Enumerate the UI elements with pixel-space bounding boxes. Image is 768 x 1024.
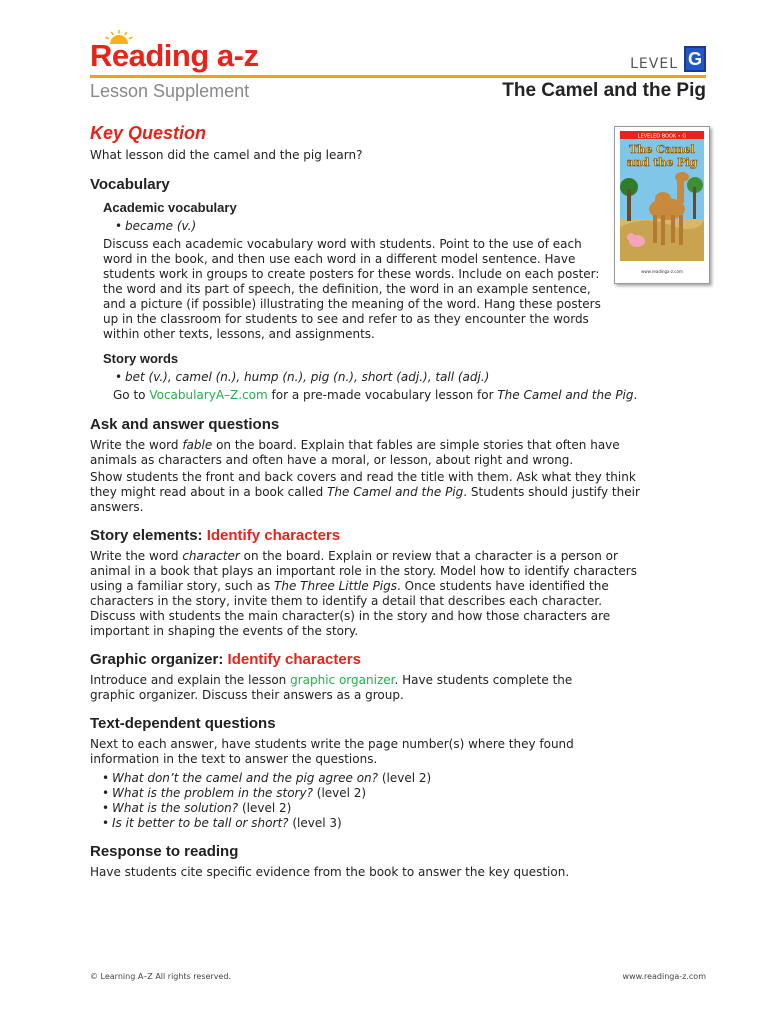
academic-vocabulary-heading: Academic vocabulary <box>103 200 237 215</box>
text-dependent-heading: Text-dependent questions <box>90 715 276 732</box>
lesson-content <box>90 122 650 880</box>
text-dependent-intro: Next to each answer, have students write the page number(s) where they found information in the text to answer the questions. <box>90 737 574 766</box>
lesson-supplement-label: Lesson Supplement <box>90 81 250 101</box>
response-text: Have students cite specific evidence from the book to answer the key question. <box>90 865 570 879</box>
academic-vocabulary-text: Discuss each academic vocabulary word with students. Point to the use of each word in the book, and then use each word in a different model sentence. Have students work in groups to create posters for these words. Include on each poster: the word and its part of speech, the definition, the word in an example sentence, and a picture (if possible) illustrating the meaning of the word. Hang these posters up in the classroom for students to see and refer to as they encounter the words within other texts, lessons, and assignments. <box>103 237 601 341</box>
graphic-organizer-paragraph: Introduce and explain the lesson graphic organizer. Have students complete the graphic organizer. Discuss their answers as a group. <box>90 673 573 702</box>
cover-title-line1: The Camel <box>629 143 695 156</box>
story-words-list: • bet (v.), camel (n.), hump (n.), pig (n.), short (adj.), tall (adj.) <box>103 370 650 385</box>
logo-text: Reading a-z <box>90 38 259 73</box>
vocabulary-az-link[interactable]: VocabularyA–Z.com <box>149 388 268 402</box>
story-elements-paragraph: Write the word character on the board. Explain or review that a character is a person or animal in a book that plays an important role in the story. Model how to identify characters using a familiar story, such as The Three Little Pigs. Once students have identified the characters in the story, invite them to identify a detail that describes each character. Discuss with students the main character(s) in the story and how those characters are important in shaping the events of the story. <box>90 549 637 638</box>
story-words-heading: Story words <box>103 351 179 366</box>
graphic-organizer-heading: Graphic organizer: Identify characters <box>90 651 361 668</box>
text-dependent-question-list <box>90 771 650 831</box>
book-title: The Camel and the Pig <box>502 80 706 101</box>
ask-answer-paragraph-1: Write the word fable on the board. Explain that fables are simple stories that often have animals as characters and often have a moral, or lesson, about right and wrong. <box>90 438 620 467</box>
text-dependent-question: • What don’t the camel and the pig agree on? (level 2) <box>90 771 650 786</box>
key-question-text: What lesson did the camel and the pig learn? <box>90 148 363 162</box>
header-rule <box>90 75 706 78</box>
ask-answer-paragraph-2: Show students the front and back covers and read the title with them. Ask what they think they might read about in a book called The Camel and the Pig. Students should justify their answers. <box>90 470 640 514</box>
vocabulary-goto: Go to VocabularyA–Z.com for a pre-made vocabulary lesson for The Camel and the Pig. <box>113 388 638 402</box>
level-indicator <box>630 46 706 72</box>
ask-answer-heading: Ask and answer questions <box>90 416 280 433</box>
level-label: LEVEL <box>630 56 678 72</box>
text-dependent-question: • What is the solution? (level 2) <box>90 801 650 816</box>
cover-title-line2: and the Pig <box>626 156 698 169</box>
level-badge: G <box>684 46 706 72</box>
graphic-organizer-link[interactable]: graphic organizer <box>290 673 395 687</box>
key-question-heading: Key Question <box>90 123 207 143</box>
response-heading: Response to reading <box>90 843 239 860</box>
reading-az-logo <box>90 30 259 74</box>
academic-word: • became (v.) <box>103 219 650 234</box>
vocabulary-heading: Vocabulary <box>90 176 170 193</box>
copyright: © Learning A–Z All rights reserved. <box>90 972 231 981</box>
text-dependent-question: • What is the problem in the story? (level 2) <box>90 786 650 801</box>
footer-url: www.readinga-z.com <box>622 972 706 981</box>
story-elements-heading: Story elements: Identify characters <box>90 527 341 544</box>
cover-series: LEVELED BOOK • G <box>637 133 687 140</box>
text-dependent-question: • Is it better to be tall or short? (level 3) <box>90 816 650 831</box>
cover-url: www.readinga-z.com <box>641 269 683 274</box>
